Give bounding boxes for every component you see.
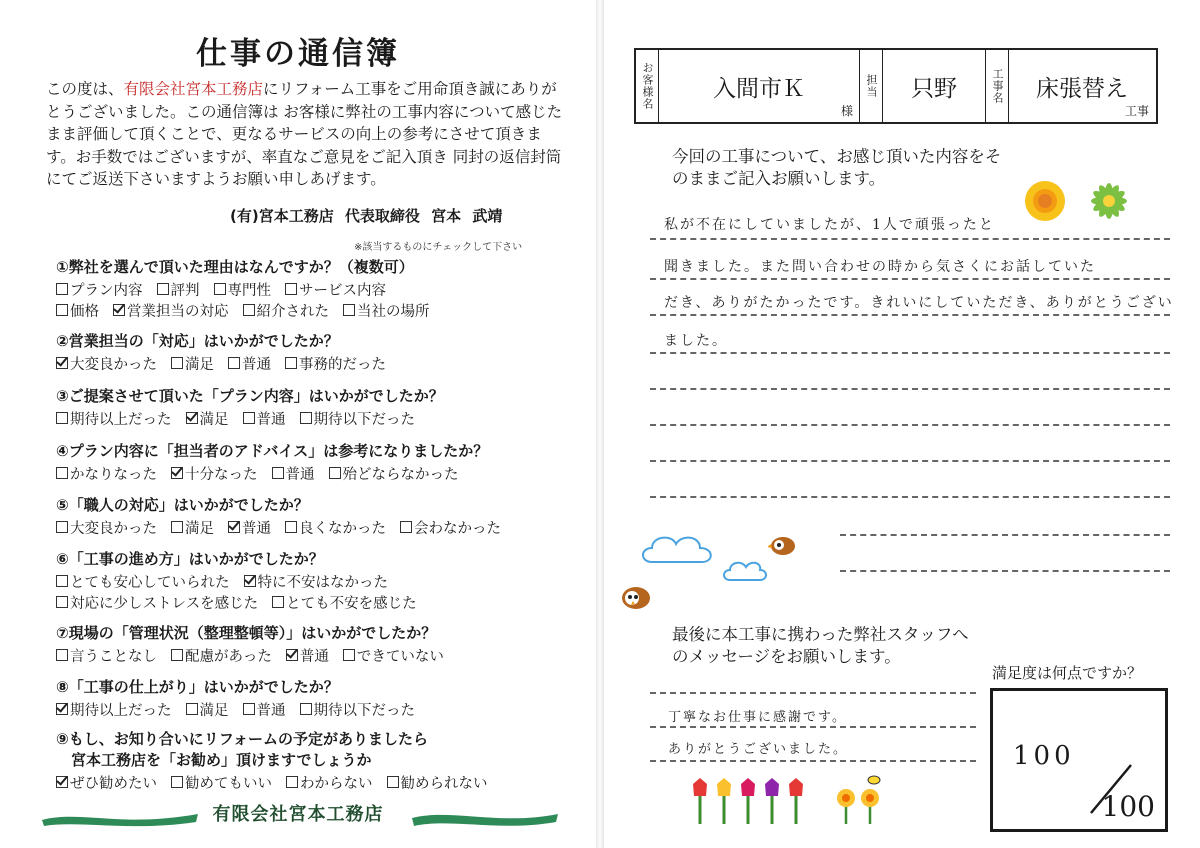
option-label: 満足 (185, 357, 214, 373)
option[interactable] (285, 279, 386, 300)
comment-line: 聞きました。また問い合わせの時から気さくにお話していた (664, 259, 1096, 275)
option-label: 満足 (199, 703, 229, 719)
brush-stroke-right (410, 806, 560, 830)
intro-paragraph (46, 78, 566, 191)
option[interactable] (286, 645, 329, 666)
checkbox[interactable] (329, 467, 341, 479)
option[interactable] (56, 353, 157, 374)
option-label: 営業担当の対応 (127, 304, 229, 320)
sunflower-icon (1022, 178, 1068, 224)
ruled-line (840, 570, 1170, 572)
check-note: ※該当するものにチェックして下さい (354, 242, 523, 253)
comment-prompt: 今回の工事について、お感じ頂いた内容をそのままご記入お願いします。 (672, 147, 1002, 188)
option-label: 勧めてもいい (185, 776, 272, 792)
options-row (56, 772, 576, 793)
checkbox[interactable] (56, 412, 68, 424)
checkbox[interactable] (272, 467, 284, 479)
message-line: 丁寧なお仕事に感謝です。 (668, 710, 847, 725)
checkbox[interactable] (171, 521, 183, 533)
option-label: わからない (300, 776, 373, 792)
option-label: 普通 (242, 521, 271, 537)
option-label: かなりなった (70, 467, 157, 483)
option[interactable] (343, 300, 430, 321)
option[interactable] (171, 645, 272, 666)
checkbox[interactable] (400, 521, 412, 533)
daisies-bee-icon (834, 772, 886, 826)
checkbox[interactable] (56, 575, 68, 587)
option[interactable] (56, 592, 258, 613)
option-label: 普通 (299, 649, 329, 665)
option-label: 普通 (242, 357, 271, 373)
question-5: ⑤「職人の対応」はいかがでしたか？ (56, 496, 309, 514)
option[interactable] (171, 517, 214, 538)
checked-checkbox[interactable] (56, 703, 68, 715)
option-label: 評判 (170, 283, 200, 299)
option-label: 価格 (70, 304, 99, 320)
checked-checkbox[interactable] (171, 467, 183, 479)
ruled-line (650, 760, 976, 762)
ruled-line (650, 238, 1170, 240)
checkbox[interactable] (56, 521, 68, 533)
checkbox[interactable] (171, 776, 183, 788)
option-label: できていない (356, 649, 444, 665)
option-label: 殆どならなかった (342, 467, 459, 483)
checked-checkbox[interactable] (286, 649, 298, 661)
option-label: 期待以上だった (70, 703, 172, 719)
checkbox[interactable] (272, 596, 284, 608)
option[interactable] (343, 645, 444, 666)
option[interactable] (171, 353, 214, 374)
option[interactable] (186, 408, 229, 429)
option[interactable] (243, 300, 330, 321)
option-label: 特に不安はなかった (257, 575, 388, 591)
customer-cell (659, 50, 860, 122)
option-label: とても安心していられた (70, 575, 230, 591)
ruled-line (650, 278, 1170, 280)
option[interactable] (243, 699, 286, 720)
option[interactable] (329, 463, 459, 484)
question-1: ①弊社を選んで頂いた理由はなんですか？（複数可） (56, 258, 414, 276)
option[interactable] (300, 699, 416, 720)
ruled-line (650, 314, 1170, 316)
checkbox[interactable] (243, 412, 255, 424)
option[interactable] (228, 353, 271, 374)
question-6: ⑥「工事の進め方」はいかがでしたか？ (56, 550, 324, 568)
cloud-icon (638, 528, 718, 568)
work-suffix: 工事 (1124, 104, 1149, 118)
option-label: 十分なった (185, 467, 258, 483)
option-label: 勧められない (400, 776, 488, 792)
option-label: 良くなかった (299, 521, 386, 537)
option-label: 普通 (256, 412, 286, 428)
options-row (56, 279, 576, 300)
option-label: 期待以上だった (70, 412, 172, 428)
bird-icon (768, 532, 798, 558)
checkbox[interactable] (228, 357, 240, 369)
options-row (56, 408, 576, 429)
option-label: プラン内容 (70, 283, 143, 299)
checkbox[interactable] (285, 521, 297, 533)
comment-line: ました。 (664, 333, 728, 349)
option[interactable] (285, 517, 386, 538)
checkbox[interactable] (214, 283, 226, 295)
intro-company: 有限会社宮本工務店 (123, 80, 264, 98)
options-row (56, 699, 576, 720)
checkbox[interactable] (171, 649, 183, 661)
option-label: 期待以下だった (313, 703, 415, 719)
question-2: ②営業担当の「対応」はいかがでしたか？ (56, 332, 339, 350)
options-row (56, 353, 576, 374)
option-label: 大変良かった (70, 357, 157, 373)
survey-left-page (0, 0, 596, 848)
option[interactable] (286, 772, 373, 793)
option-label: ぜひ勧めたい (70, 776, 157, 792)
option[interactable] (56, 517, 157, 538)
option[interactable] (171, 772, 272, 793)
checkbox[interactable] (285, 357, 297, 369)
ruled-line (840, 534, 1170, 536)
option-label: 大変良かった (70, 521, 157, 537)
option-label: 満足 (199, 412, 229, 428)
checked-checkbox[interactable] (56, 357, 68, 369)
options-row (56, 517, 576, 538)
info-header (634, 48, 1158, 124)
survey-right-page (604, 0, 1200, 848)
option[interactable] (243, 408, 286, 429)
green-flower-icon (1088, 180, 1130, 222)
question-7: ⑦現場の「管理状況（整理整頓等）」はいかがでしたか？ (56, 624, 437, 642)
checkbox[interactable] (343, 304, 355, 316)
tulips-icon (690, 776, 810, 826)
checkbox[interactable] (171, 357, 183, 369)
work-name: 床張替え (1036, 75, 1128, 102)
option[interactable] (56, 463, 157, 484)
question-3: ③ご提案させて頂いた「プラン内容」はいかがでしたか？ (56, 387, 444, 405)
option[interactable] (56, 699, 172, 720)
option-label: 期待以下だった (313, 412, 415, 428)
ruled-line (650, 352, 1170, 354)
customer-name: 入間市Ｋ (713, 75, 805, 102)
question-8: ⑧「工事の仕上がり」はいかがでしたか？ (56, 678, 339, 696)
ruled-line (650, 460, 1170, 462)
comment-line: 私が不在にしていましたが、1人で頑張ったと (664, 217, 995, 233)
option[interactable] (228, 517, 271, 538)
option[interactable] (186, 699, 229, 720)
checkbox[interactable] (56, 467, 68, 479)
options-row (56, 571, 576, 613)
ruled-line (650, 692, 976, 694)
checkbox[interactable] (243, 304, 255, 316)
ruled-line (650, 726, 976, 728)
ruled-line (650, 496, 1170, 498)
option-label: 普通 (256, 703, 286, 719)
option-label: 事務的だった (299, 357, 386, 373)
customer-label: お客様名 (636, 50, 659, 122)
staff-name: 只野 (883, 50, 986, 122)
satisfaction-score: 100 (1013, 741, 1075, 771)
option[interactable] (400, 517, 501, 538)
satisfaction-label: 満足度は何点ですか？ (992, 664, 1143, 682)
checkbox[interactable] (300, 412, 312, 424)
option-label: 満足 (185, 521, 214, 537)
checked-checkbox[interactable] (186, 412, 198, 424)
message-line: ありがとうございました。 (668, 742, 849, 757)
option[interactable] (56, 645, 157, 666)
option[interactable] (56, 571, 230, 592)
checkbox[interactable] (56, 649, 68, 661)
option[interactable] (244, 571, 389, 592)
option-label: 対応に少しストレスを感じた (70, 596, 259, 612)
checked-checkbox[interactable] (56, 776, 68, 788)
checkbox[interactable] (387, 776, 399, 788)
option-label: 普通 (285, 467, 315, 483)
option[interactable] (56, 279, 143, 300)
option[interactable] (113, 300, 229, 321)
option-label: サービス内容 (299, 283, 386, 299)
option-label: 言うことなし (70, 649, 157, 665)
satisfaction-box (990, 688, 1168, 832)
work-cell (1009, 50, 1155, 122)
intro-pre: この度は、 (46, 80, 124, 98)
option[interactable] (56, 408, 172, 429)
option[interactable] (157, 279, 200, 300)
staff-label: 担当 (860, 50, 883, 122)
options-row (56, 463, 576, 484)
option[interactable] (171, 463, 258, 484)
checked-checkbox[interactable] (113, 304, 125, 316)
checkbox[interactable] (300, 703, 312, 715)
small-cloud-icon (722, 556, 768, 584)
checkbox[interactable] (286, 776, 298, 788)
ruled-line (650, 388, 1170, 390)
checked-checkbox[interactable] (244, 575, 256, 587)
page-fold (596, 0, 604, 848)
option-label: 紹介された (256, 304, 329, 320)
customer-suffix: 様 (840, 104, 853, 118)
checkbox[interactable] (157, 283, 169, 295)
checked-checkbox[interactable] (228, 521, 240, 533)
comment-line: だき、ありがたかったです。きれいにしていただき、ありがとうござい (664, 295, 1174, 311)
bird-icon-2 (618, 582, 654, 612)
checkbox[interactable] (186, 703, 198, 715)
option[interactable] (285, 353, 386, 374)
option[interactable] (272, 463, 315, 484)
option-label: 配慮があった (185, 649, 272, 665)
option[interactable] (56, 300, 99, 321)
ruled-line (650, 424, 1170, 426)
signature: (有)宮本工務店 代表取締役 宮本 武靖 (230, 207, 503, 225)
question-4: ④プラン内容に「担当者のアドバイス」は参考になりましたか？ (56, 442, 489, 460)
satisfaction-max: 100 (1101, 790, 1155, 823)
options-row (56, 300, 576, 321)
option-label: 専門性 (227, 283, 271, 299)
checkbox[interactable] (56, 283, 68, 295)
message-prompt: 最後に本工事に携わった弊社スタッフへのメッセージをお願いします。 (672, 625, 969, 666)
option[interactable] (272, 592, 417, 613)
checkbox[interactable] (343, 649, 355, 661)
checkbox[interactable] (56, 304, 68, 316)
options-row (56, 645, 576, 666)
checkbox[interactable] (285, 283, 297, 295)
option-label: 会わなかった (414, 521, 501, 537)
question-9: ⑨もし、お知り合いにリフォームの予定がありましたら 宮本工務店を「お勧め」頂けますでしょうか (56, 730, 428, 769)
work-label: 工事名 (986, 50, 1009, 122)
intro-post: にリフォーム工事をご用命頂き誠にありがとうございました。この通信簿は お客様に弊社の工事内容について感じたまま評価して頂くことで、更なるサービスの向上の参考にさせて頂きます。お手数ではございますが、率直なご意見をご記入頂き 同封の返信封筒にてご返送下さいますようお願い申しあげます。 (46, 80, 563, 188)
checkbox[interactable] (56, 596, 68, 608)
option[interactable] (56, 772, 157, 793)
option[interactable] (214, 279, 272, 300)
option[interactable] (387, 772, 488, 793)
footer-company: 有限会社宮本工務店 (212, 804, 384, 825)
option-label: とても不安を感じた (286, 596, 417, 612)
page-title: 仕事の通信簿 (196, 36, 400, 72)
checkbox[interactable] (243, 703, 255, 715)
option-label: 当社の場所 (357, 304, 430, 320)
option[interactable] (300, 408, 416, 429)
